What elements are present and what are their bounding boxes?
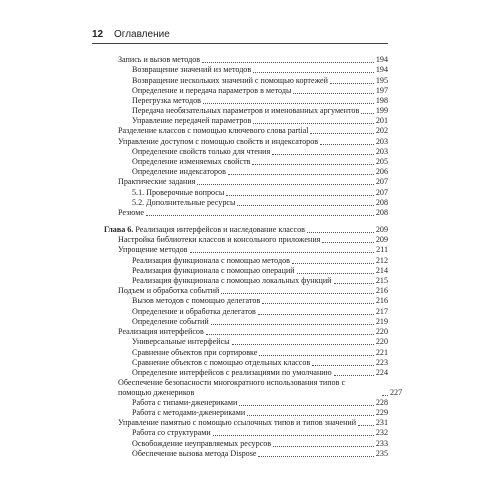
toc-entry-title: Возвращение нескольких значений с помощью кортежей: [132, 76, 328, 85]
dot-leader: [361, 113, 374, 114]
dot-leader: [258, 314, 374, 315]
toc-entry-title: Управление доступом с помощью свойств и индексаторов: [118, 137, 319, 146]
toc-entry-title: Разделение классов с помощью ключевого слова partial: [118, 126, 309, 135]
dot-leader: [259, 355, 373, 356]
toc-page-number: 199: [375, 106, 388, 115]
toc-entry-title: Передача необязательных параметров и именованных аргументов: [132, 106, 360, 115]
dot-leader: [206, 334, 374, 335]
toc-entry: [132, 106, 388, 116]
toc-page-number: 194: [375, 65, 388, 74]
toc-page-number: 206: [375, 167, 388, 176]
dot-leader: [237, 205, 373, 206]
toc-page-number: 203: [375, 137, 388, 146]
toc-entry: [132, 358, 388, 368]
toc-entry-title: Управление памятью с помощью ссылочных типов и типов значений: [118, 418, 357, 427]
dot-leader: [307, 232, 374, 233]
dot-leader: [253, 123, 374, 124]
toc-entry-title: Реализация интерфейсов: [118, 327, 204, 336]
toc-entry: [132, 307, 388, 317]
dot-leader: [334, 283, 374, 284]
toc-page-number: 208: [375, 208, 388, 217]
toc-page-number: 229: [375, 408, 388, 417]
dot-leader: [272, 154, 374, 155]
toc-page-number: 215: [375, 276, 388, 285]
toc-entry: [132, 439, 388, 449]
toc-entry: [132, 167, 388, 177]
toc-page-number: 224: [375, 368, 388, 377]
toc-entry-title: Работа с методами-дженериками: [132, 408, 246, 417]
toc-page-number: 208: [375, 198, 388, 207]
dot-leader: [382, 395, 388, 396]
dot-leader: [221, 293, 374, 294]
toc-entry: [132, 348, 388, 358]
toc-entry: [132, 408, 388, 418]
chapter-label: Глава 6.: [104, 225, 134, 234]
toc-entry: [118, 55, 388, 65]
dot-leader: [239, 405, 374, 406]
toc-page-number: 205: [375, 157, 388, 166]
toc-entry-title: Резюме: [118, 208, 144, 217]
dot-leader: [330, 83, 374, 84]
toc-entry-title: Вызов методов с помощью делегатов: [132, 296, 261, 305]
dot-leader: [228, 174, 374, 175]
dot-leader: [293, 93, 373, 94]
toc-entry: [132, 428, 388, 438]
toc-entry-title: Настройка библиотеки классов и консольного приложения: [118, 235, 321, 244]
toc-entry-title: Определение интерфейсов с реализациями по умолчанию: [132, 368, 332, 377]
dot-leader: [202, 62, 374, 63]
dot-leader: [297, 273, 374, 274]
toc-entry: [132, 76, 388, 86]
toc-entry-title: Работа со структурами: [132, 428, 211, 437]
dot-leader: [334, 375, 374, 376]
toc-entry-title: Запись и вызов методов: [118, 55, 201, 64]
toc-entry-title: Управление передачей параметров: [132, 116, 252, 125]
toc-entry-title: Подъем и обработка событий: [118, 286, 220, 295]
toc-entry: [132, 317, 388, 327]
toc-page-number: 231: [375, 418, 388, 427]
toc-entry: [132, 157, 388, 167]
toc-entry: [118, 245, 388, 255]
dot-leader: [213, 435, 374, 436]
toc-page-number: 209: [375, 225, 388, 234]
toc-entry: [118, 286, 388, 296]
toc-page-number: 203: [375, 147, 388, 156]
toc-entry-title: Сравнение объектов с помощью отдельных классов: [132, 358, 311, 367]
toc-entry: [118, 137, 388, 147]
toc-entry: [132, 86, 388, 96]
toc-page-number: 235: [375, 449, 388, 458]
dot-leader: [226, 195, 374, 196]
toc-entry: [118, 208, 388, 218]
toc-entry: [118, 418, 388, 428]
dot-leader: [232, 344, 374, 345]
dot-leader: [247, 415, 374, 416]
toc-entry-title: 5.1. Проверочные вопросы: [132, 188, 225, 197]
toc-page-number: 223: [375, 358, 388, 367]
toc-entry: [118, 327, 388, 337]
toc-page-number: 194: [375, 55, 388, 64]
toc-entry: [132, 65, 388, 75]
toc-entry-title: [104, 225, 305, 235]
toc-entry-title: Определение свойств только для чтения: [132, 147, 271, 156]
dot-leader: [310, 133, 373, 134]
dot-leader: [211, 324, 374, 325]
toc-entry-title: Обеспечение безопасности многократного использования типов с помощью дженериков: [118, 378, 346, 397]
dot-leader: [312, 365, 374, 366]
toc-page-number: 216: [375, 286, 388, 295]
toc-entry: [132, 368, 388, 378]
toc-entry-title: Освобождение неуправляемых ресурсов: [132, 439, 272, 448]
toc-entry: [132, 296, 388, 306]
toc-page-number: 209: [375, 235, 388, 244]
toc-page-number: 202: [375, 126, 388, 135]
toc-entry-title: Определение и передача параметров в методы: [132, 86, 292, 95]
dot-leader: [292, 263, 374, 264]
toc-page-number: 201: [375, 116, 388, 125]
toc-page-number: 232: [375, 428, 388, 437]
toc-page-number: 216: [375, 296, 388, 305]
toc-page-number: 227: [390, 388, 403, 397]
toc-entry: [132, 266, 388, 276]
toc-page-number: 211: [376, 245, 388, 254]
toc-page-number: 197: [375, 86, 388, 95]
toc-entry-title: Возвращение значений из методов: [132, 65, 252, 74]
toc-entry: [132, 198, 388, 208]
toc-entry: [132, 276, 388, 286]
dot-leader: [358, 425, 374, 426]
dot-leader: [320, 144, 374, 145]
toc-entry: [118, 177, 388, 187]
toc-page-number: 212: [375, 256, 388, 265]
dot-leader: [252, 164, 373, 165]
toc-entry: [132, 188, 388, 198]
chapter-title: Реализация интерфейсов и наследование классов: [135, 225, 305, 234]
toc-entry: [118, 126, 388, 136]
dot-leader: [190, 252, 375, 253]
dot-leader: [258, 456, 373, 457]
dot-leader: [146, 215, 374, 216]
toc-entry-title: Сравнение объектов при сортировке: [132, 348, 258, 357]
toc-entry-title: Упрощение методов: [118, 245, 188, 254]
toc-entry: [118, 235, 388, 245]
toc-entry: [132, 96, 388, 106]
toc-entry-title: Реализация функционала с помощью операций: [132, 266, 295, 275]
toc-entry: [132, 116, 388, 126]
toc-page-number: 214: [375, 266, 388, 275]
toc-entry-title: Реализация функционала с помощью локальных функций: [132, 276, 332, 285]
toc-page-number: 219: [375, 317, 388, 326]
toc-entry: [132, 147, 388, 157]
toc-entry-title: Определение индексаторов: [132, 167, 226, 176]
toc-entry-title: Работа с типами-дженериками: [132, 398, 238, 407]
toc-page-number: 220: [375, 337, 388, 346]
dot-leader: [197, 184, 373, 185]
dot-leader: [322, 242, 373, 243]
toc-page-number: 217: [375, 307, 388, 316]
toc-page-number: 233: [375, 439, 388, 448]
dot-leader: [203, 103, 374, 104]
toc-entry: [118, 378, 403, 398]
toc-entry-title: Определение и обработка делегатов: [132, 307, 256, 316]
toc-page-number: 207: [375, 188, 388, 197]
toc-entry-title: Определение событий: [132, 317, 209, 326]
toc-entry-title: 5.2. Дополнительные ресурсы: [132, 198, 236, 207]
toc-page-number: 221: [375, 348, 388, 357]
toc-entry-title: Практические задания: [118, 177, 196, 186]
dot-leader: [262, 303, 374, 304]
dot-leader: [253, 72, 374, 73]
toc-entry: [132, 449, 388, 459]
toc-entry-title: Реализация функционала с помощью методов: [132, 256, 290, 265]
toc-entry-title: Универсальные интерфейсы: [132, 337, 230, 346]
toc-page-number: 198: [375, 96, 388, 105]
toc-chapter-entry: [104, 225, 388, 235]
toc-entry-title: Определение изменяемых свойств: [132, 157, 251, 166]
toc-entry: [132, 398, 388, 408]
toc-page-number: 207: [375, 177, 388, 186]
toc-entry-title: Перегрузка методов: [132, 96, 201, 105]
toc-entry-title: Обеспечение вызова метода Dispose: [132, 449, 257, 458]
toc-page-number: 195: [375, 76, 388, 85]
page-number: 12: [92, 29, 104, 40]
dot-leader: [273, 446, 374, 447]
toc-page-number: 220: [375, 327, 388, 336]
running-title: Оглавление: [114, 29, 170, 40]
toc-page-number: 228: [375, 398, 388, 407]
toc-entry: [132, 337, 388, 347]
toc-entry: [132, 256, 388, 266]
